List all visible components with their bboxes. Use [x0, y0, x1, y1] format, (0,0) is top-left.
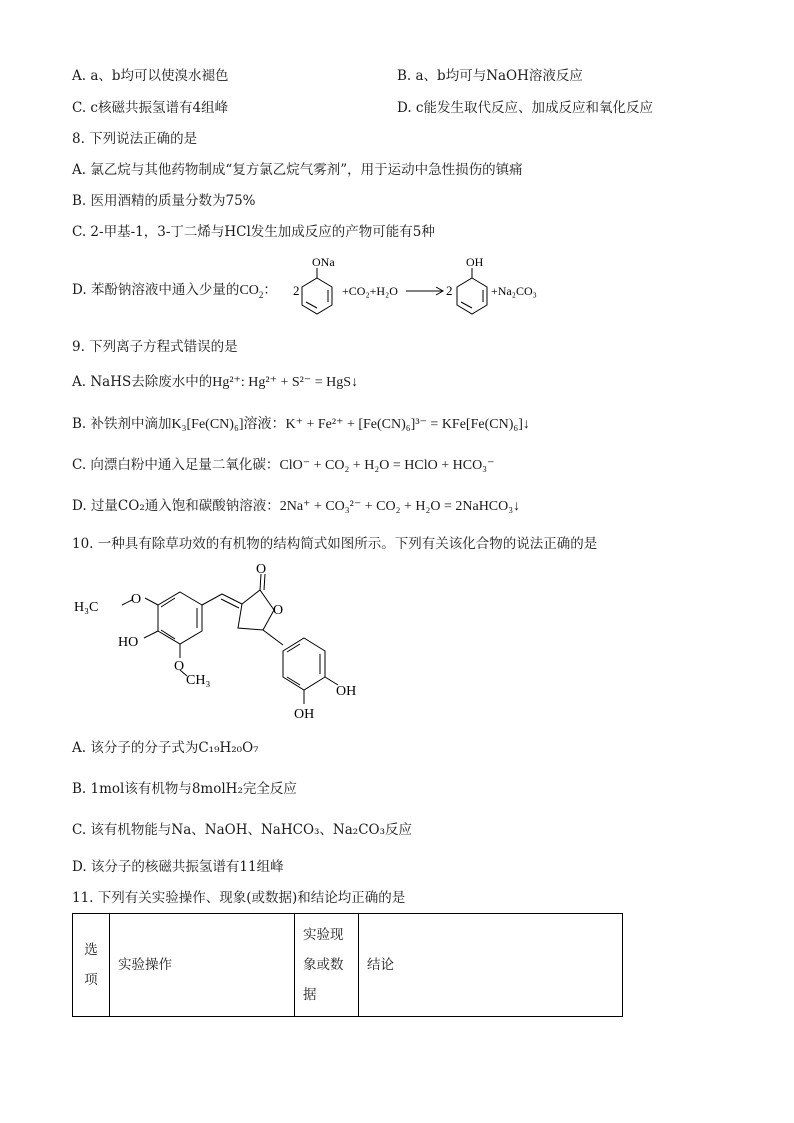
q7-option-b: B. a、b均可与NaOH溶液反应 [397, 68, 583, 84]
q8-reaction-equation [290, 250, 560, 326]
q9-option-c: C. 向漂白粉中通入足量二氧化碳：ClO⁻ + CO₂ + H₂O = HClO + HCO₃⁻ [72, 457, 495, 473]
header-conclusion: 结论 [359, 914, 623, 1017]
q8-option-a: A. 氯乙烷与其他药物制成“复方氯乙烷气雾剂”，用于运动中急性损伤的镇痛 [72, 162, 523, 178]
label-oh-2: OH [294, 707, 315, 722]
q7-option-a: A. a、b均可以使溴水褪色 [72, 68, 229, 84]
products-text: +Na₂CO₃ [491, 284, 537, 298]
q9-a-equation: Hg²⁺: Hg²⁺ + S²⁻ = HgS↓ [212, 375, 359, 390]
table-header-row [73, 914, 623, 1017]
q11-table [72, 913, 623, 1017]
q8-stem: 8. 下列说法正确的是 [72, 131, 198, 147]
q10-option-d: D. 该分子的核磁共振氢谱有11组峰 [72, 859, 284, 875]
coef-2-a: 2 [293, 283, 300, 298]
q10-option-c: C. 该有机物能与Na、NaOH、NaHCO₃、Na₂CO₃反应 [72, 822, 413, 838]
q8-d-prefix: D. 苯酚钠溶液中通入少量的 [72, 282, 240, 298]
q10-option-b: B. 1mol该有机物与8molH₂完全反应 [72, 781, 297, 797]
lactone-ring [238, 590, 274, 630]
header-operation: 实验操作 [110, 914, 295, 1017]
q10-structure-diagram [70, 560, 370, 725]
oh-label: OH [466, 255, 484, 269]
q9-option-a: A. NaHS去除废水中的Hg²⁺: Hg²⁺ + S²⁻ = HgS↓ [72, 374, 359, 390]
q7-option-d: D. c能发生取代反应、加成反应和氧化反应 [397, 100, 653, 116]
q9-stem: 9. 下列离子方程式错误的是 [72, 339, 238, 355]
co2-formula: $CO_2$ [239, 283, 264, 300]
reactants-text: +CO₂+H₂O [342, 284, 398, 298]
q10-stem: 10. 一种具有除草功效的有机物的结构简式如图所示。下列有关该化合物的说法正确的是 [72, 536, 598, 552]
label-ho: HO [118, 635, 139, 650]
q11-stem: 11. 下列有关实验操作、现象(或数据)和结论均正确的是 [72, 890, 406, 906]
q9-c-equation: ClO⁻ + CO₂ + H₂O = HClO + HCO₃⁻ [279, 458, 495, 473]
label-o-methoxy-2: O [174, 659, 185, 674]
q9-b-equation: K₃[Fe(CN)₆]溶液：K⁺ + Fe²⁺ + [Fe(CN)₆]³⁻ = KFe[Fe(CN)₆]↓ [171, 417, 530, 432]
header-phenomenon: 实验现象或数据 [295, 914, 359, 1017]
coef-2-b: 2 [446, 283, 453, 298]
label-ch3: CH₃ [186, 673, 211, 688]
left-benzene-ring [158, 592, 202, 644]
q10-option-a: A. 该分子的分子式为C₁₉H₂₀O₇ [72, 740, 259, 756]
q9-d-equation: 2Na⁺ + CO₃²⁻ + CO₂ + H₂O = 2NaHCO₃↓ [279, 499, 521, 514]
header-option: 选项 [73, 914, 110, 1017]
q7-option-c: C. c核磁共振氢谱有4组峰 [72, 100, 229, 116]
label-carbonyl-o: O [256, 562, 267, 577]
q9-option-b: B. 补铁剂中滴加K₃[Fe(CN)₆]溶液：K⁺ + Fe²⁺ + [Fe(CN)₆]³⁻ = KFe[Fe(CN)₆]↓ [72, 416, 530, 432]
label-h3c: H₃C [74, 600, 99, 615]
label-o-methoxy-1: O [131, 592, 142, 607]
q8-option-d: D. 苯酚钠溶液中通入少量的$CO_2$： [72, 282, 277, 300]
right-benzene-ring [283, 638, 325, 690]
ona-label: ONa [312, 255, 335, 269]
label-oh-1: OH [336, 684, 357, 699]
label-ring-o: O [273, 603, 284, 618]
q8-option-b: B. 医用酒精的质量分数为75% [72, 193, 256, 209]
q8-option-c: C. 2-甲基-1，3-丁二烯与HCl发生加成反应的产物可能有5种 [72, 224, 435, 240]
q9-option-d: D. 过量CO₂通入饱和碳酸钠溶液：2Na⁺ + CO₃²⁻ + CO₂ + H₂O = 2NaHCO₃↓ [72, 498, 521, 514]
